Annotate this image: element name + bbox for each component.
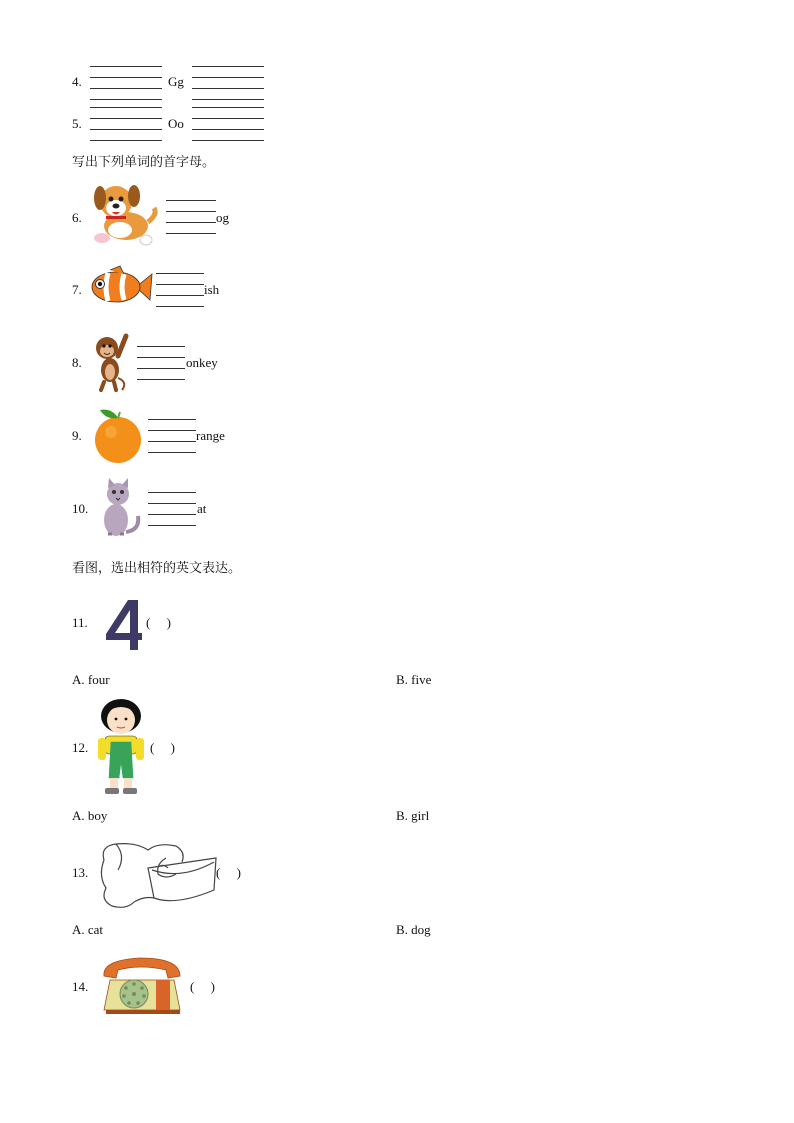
cat-icon <box>96 476 144 538</box>
section-heading: 写出下列单词的首字母。 <box>72 155 216 170</box>
dog-sketch-icon <box>96 840 216 912</box>
writing-lines-right[interactable] <box>192 66 264 100</box>
option-b[interactable]: B. dog <box>396 922 431 937</box>
letter-prompt: Oo <box>168 116 184 131</box>
writing-lines[interactable] <box>166 200 216 234</box>
writing-lines[interactable] <box>148 492 196 526</box>
option-a[interactable]: A. boy <box>72 808 108 823</box>
telephone-icon <box>100 954 184 1016</box>
section-heading: 看图，选出相符的英文表达。 <box>72 561 242 576</box>
option-b[interactable]: B. five <box>396 672 432 687</box>
writing-lines[interactable] <box>137 346 185 380</box>
question-number: 8. <box>72 355 82 370</box>
option-b[interactable]: B. girl <box>396 808 430 823</box>
word-suffix: at <box>197 501 207 516</box>
dog-icon <box>90 178 162 254</box>
answer-blank[interactable]: ( ) <box>190 979 215 994</box>
question-number: 5. <box>72 116 82 131</box>
question-number: 10. <box>72 501 89 516</box>
monkey-icon <box>92 332 132 392</box>
word-suffix: onkey <box>186 355 218 370</box>
number-four-icon <box>104 598 144 652</box>
writing-lines-right[interactable] <box>192 107 264 141</box>
word-suffix: og <box>216 210 229 225</box>
question-number: 6. <box>72 210 82 225</box>
fish-icon <box>90 266 152 308</box>
question-number: 9. <box>72 428 82 443</box>
answer-blank[interactable]: ( ) <box>216 865 241 880</box>
writing-lines-left[interactable] <box>90 107 162 141</box>
girl-icon <box>94 698 148 798</box>
question-number: 12. <box>72 740 89 755</box>
question-number: 7. <box>72 282 82 297</box>
word-suffix: range <box>196 428 225 443</box>
question-number: 13. <box>72 865 89 880</box>
letter-prompt: Gg <box>168 74 184 89</box>
word-suffix: ish <box>204 282 220 297</box>
orange-icon <box>92 408 144 464</box>
writing-lines[interactable] <box>156 273 204 307</box>
option-a[interactable]: A. four <box>72 672 110 687</box>
question-number: 11. <box>72 615 88 630</box>
writing-lines[interactable] <box>148 419 196 453</box>
writing-lines-left[interactable] <box>90 66 162 100</box>
answer-blank[interactable]: ( ) <box>146 615 171 630</box>
question-number: 14. <box>72 979 89 994</box>
question-number: 4. <box>72 74 82 89</box>
option-a[interactable]: A. cat <box>72 922 104 937</box>
answer-blank[interactable]: ( ) <box>150 740 175 755</box>
